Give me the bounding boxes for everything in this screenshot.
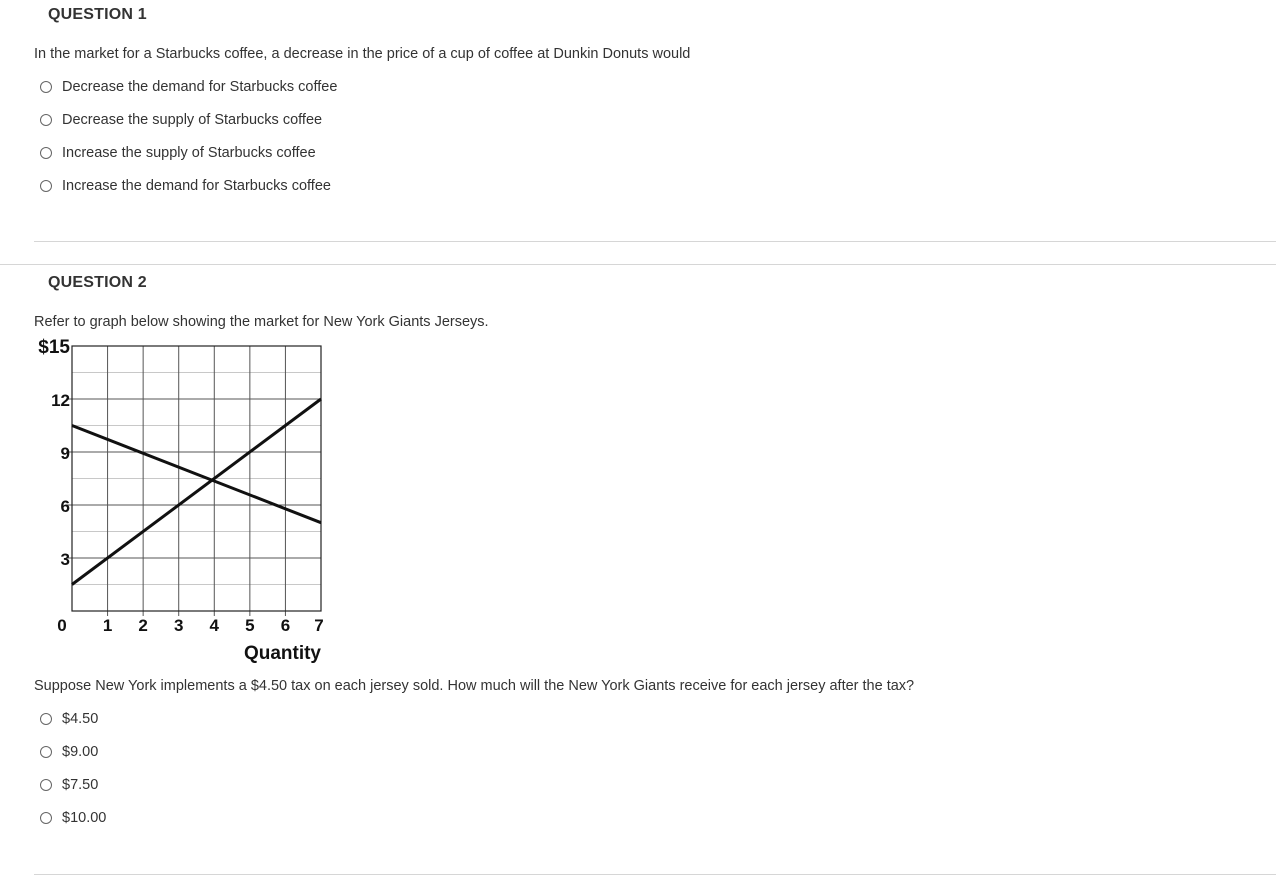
option-label: $4.50 [62,711,99,727]
x-tick-label: 6 [280,616,291,635]
y-tick-label: $15 [38,337,70,358]
question-2-option-1[interactable] [40,709,98,729]
y-tick-label: 6 [60,497,70,516]
question-1-title: QUESTION 1 [48,6,147,23]
x-tick-label: 5 [245,616,255,635]
x-tick-label: 1 [102,616,113,635]
radio-button[interactable] [40,779,52,791]
question-1-prompt: In the market for a Starbucks coffee, a decrease in the price of a cup of coffee at Dunkin Donuts would [34,46,691,62]
x-tick-label: 4 [209,616,220,635]
option-label: $7.50 [62,777,99,793]
question-2-title: QUESTION 2 [48,274,147,291]
option-label: $9.00 [62,744,99,760]
y-tick-label: 9 [60,444,70,463]
question-2-option-2[interactable] [40,742,98,762]
option-label: Decrease the demand for Starbucks coffee [62,79,338,95]
question-2-divider [34,874,1276,875]
option-label: $10.00 [62,810,107,826]
x-tick-label: 0 [57,616,67,635]
question-2-option-3[interactable] [40,775,98,795]
y-tick-label: 3 [60,550,70,569]
supply-curve [72,399,321,585]
x-axis-label: Quantity [243,643,321,664]
radio-button[interactable] [40,746,52,758]
question-2-intro: Refer to graph below showing the market for New York Giants Jerseys. [34,314,489,330]
option-label: Increase the demand for Starbucks coffee [62,178,331,194]
chart-lines [72,399,321,585]
x-tick-label: 3 [173,616,184,635]
x-tick-label: 7 [314,616,324,635]
chart-labels [38,337,323,664]
radio-button[interactable] [40,812,52,824]
option-label: Increase the supply of Starbucks coffee [62,145,316,161]
y-tick-label: 12 [51,391,70,410]
x-tick-label: 2 [138,616,148,635]
question-2-option-4[interactable] [40,808,106,828]
option-label: Decrease the supply of Starbucks coffee [62,112,323,128]
chart-grid [66,346,321,616]
demand-curve [72,426,321,523]
question-2-prompt: Suppose New York implements a $4.50 tax on each jersey sold. How much will the New York Giants receive for each jersey after the tax? [34,678,915,694]
radio-button[interactable] [40,713,52,725]
